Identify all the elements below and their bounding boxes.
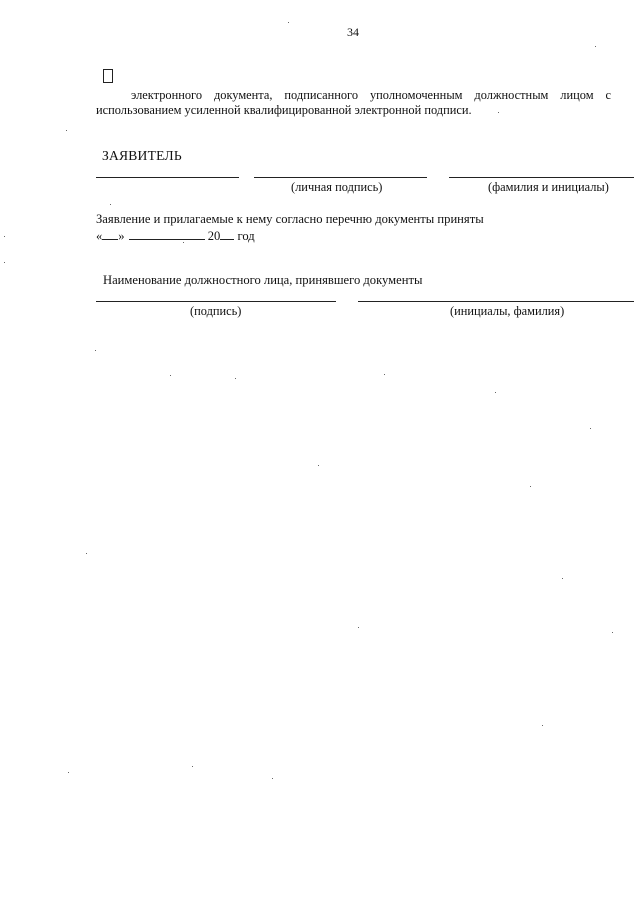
paragraph-line-1: электронного документа, подписанного уполномоченным должностным лицом с: [131, 88, 611, 102]
official-heading: Наименование должностного лица, принявшего документы: [103, 273, 423, 287]
official-signature-caption: (подпись): [190, 304, 242, 318]
scan-speck: [86, 553, 87, 554]
scan-speck: [66, 130, 67, 131]
scan-speck: [530, 486, 531, 487]
year-prefix: 20: [207, 229, 221, 243]
scan-speck: [495, 392, 496, 393]
day-blank: [102, 228, 118, 240]
applicant-name-caption: (фамилия и инициалы): [488, 180, 609, 194]
scan-speck: [235, 378, 236, 379]
applicant-name-line: [449, 177, 634, 178]
official-name-caption: (инициалы, фамилия): [450, 304, 565, 318]
scan-speck: [68, 772, 69, 773]
paragraph-line-2: использованием усиленной квалифицированной электронной подписи.: [96, 103, 472, 117]
scan-speck: [542, 725, 543, 726]
acceptance-date-line: [96, 228, 255, 244]
scan-speck: [4, 236, 5, 237]
scan-speck: [612, 632, 613, 633]
applicant-signature-line: [254, 177, 427, 178]
year-suffix: год: [237, 229, 255, 243]
scan-speck: [590, 428, 591, 429]
scan-speck: [110, 204, 111, 205]
scan-speck: [318, 465, 319, 466]
scan-speck: [4, 262, 5, 263]
scan-speck: [272, 778, 273, 779]
year-blank: [220, 228, 234, 240]
scan-speck: [192, 766, 193, 767]
official-signature-line: [96, 301, 336, 302]
page-number: 34: [347, 25, 359, 39]
scan-speck: [384, 374, 385, 375]
scan-speck: [595, 46, 596, 47]
acceptance-text: Заявление и прилагаемые к нему согласно перечню документы приняты: [96, 212, 484, 226]
scan-speck: [170, 375, 171, 376]
month-blank: [129, 228, 205, 240]
applicant-blank-line: [96, 177, 239, 178]
open-quote: «: [96, 229, 103, 243]
close-quote: »: [118, 229, 125, 243]
applicant-signature-caption: (личная подпись): [291, 180, 383, 194]
official-name-line: [358, 301, 634, 302]
scan-speck: [95, 350, 96, 351]
scan-speck: [562, 578, 563, 579]
scan-speck: [288, 22, 289, 23]
scan-speck: [183, 242, 184, 243]
scan-speck: [358, 627, 359, 628]
scan-speck: [498, 112, 499, 113]
checkbox[interactable]: [103, 69, 113, 83]
applicant-heading: ЗАЯВИТЕЛЬ: [102, 148, 182, 163]
